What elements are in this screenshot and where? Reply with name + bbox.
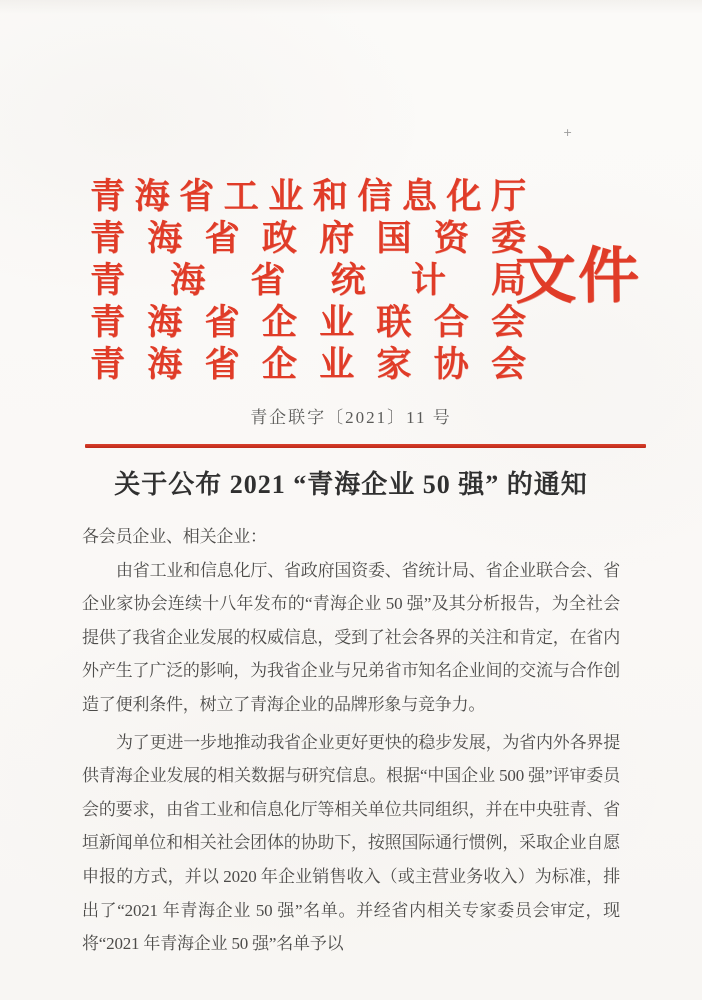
org-line-5: 青海省企业家协会 — [90, 345, 526, 384]
org-line-4: 青海省企业联合会 — [90, 303, 526, 342]
document-title: 关于公布 2021 “青海企业 50 强” 的通知 — [114, 470, 588, 499]
doc-number: 青企联字〔2021〕11 号 — [250, 408, 452, 427]
org-line-3: 青海省统计局 — [90, 261, 526, 300]
red-divider-line — [85, 444, 646, 448]
letterhead — [90, 176, 526, 386]
salutation: 各会员企业、相关企业： — [82, 527, 267, 546]
doc-type-label: 文件 — [514, 243, 642, 312]
document-body — [82, 520, 620, 961]
org-line-1: 青海省工业和信息化厅 — [90, 177, 526, 216]
org-line-2: 青海省政府国资委 — [90, 219, 526, 258]
registration-mark: + — [563, 126, 573, 139]
body-paragraph-2: 为了更进一步地推动我省企业更好更快的稳步发展，为省内外各界提供青海企业发展的相关数据与研究信息。根据“中国企业 500 强”评审委员会的要求，由省工业和信息化厅等相关单位共同组织，并在中央驻青、省垣新闻单位和相关社会团体的协助下，按照国际通行惯例，采取企业自愿申报的方式，并以 2020 年企业销售收入（或主营业务收入）为标准，排出了“2021 年青海企业 50 强”名单。并经省内相关专家委员会审定，现将“2021 年青海企业 50 强”名单予以 — [82, 732, 620, 954]
body-paragraph-1: 由省工业和信息化厅、省政府国资委、省统计局、省企业联合会、省企业家协会连续十八年发布的“青海企业 50 强”及其分析报告，为全社会提供了我省企业发展的权威信息，受到了社会各界的关注和肯定，在省内外产生了广泛的影响，为我省企业与兄弟省市知名企业间的交流与合作创造了便利条件，树立了青海企业的品牌形象与竞争力。 — [82, 560, 620, 714]
